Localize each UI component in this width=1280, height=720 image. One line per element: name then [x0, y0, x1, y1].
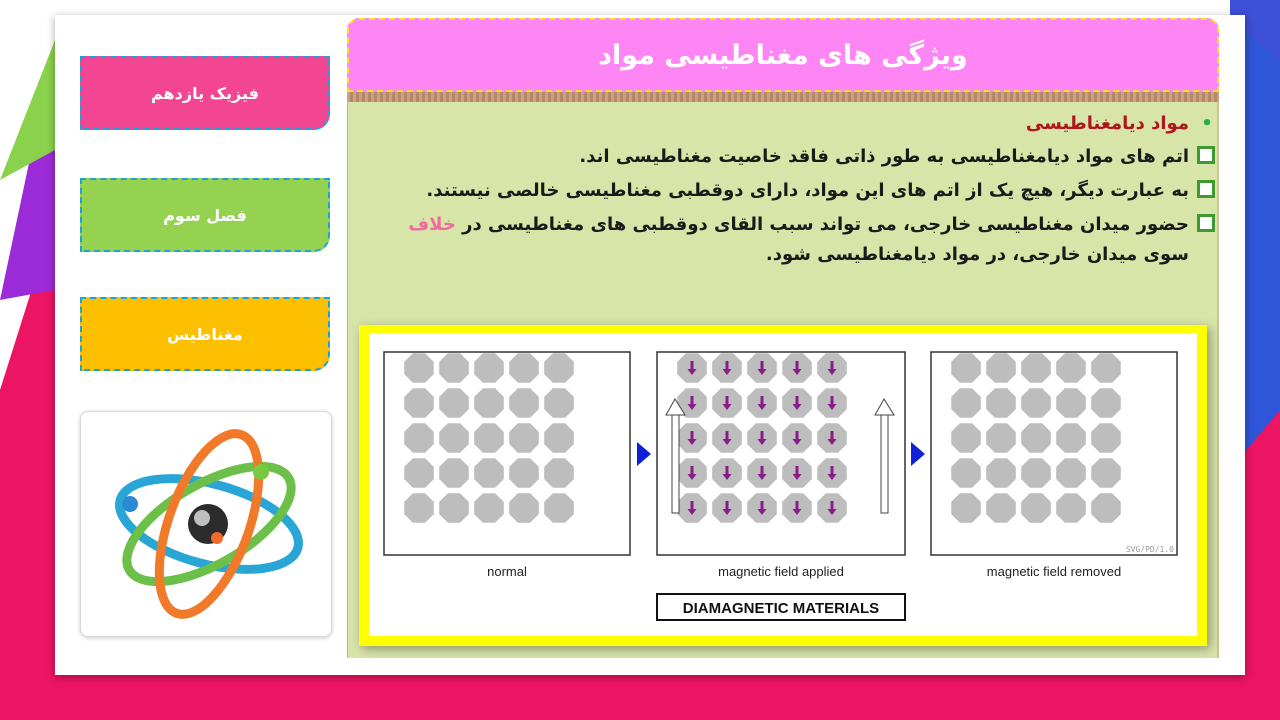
atom-octagon [1056, 493, 1086, 523]
atom-octagon [474, 493, 504, 523]
atom-octagon [951, 458, 981, 488]
atom-octagon [474, 458, 504, 488]
atom-octagon [951, 423, 981, 453]
atom-octagon [404, 423, 434, 453]
title-divider [347, 92, 1219, 102]
panel-label: magnetic field removed [986, 564, 1122, 579]
bullet-heading-row [365, 108, 1215, 138]
emphasis-word: خلاف [408, 214, 456, 235]
atom-octagon [439, 493, 469, 523]
atom-octagon [439, 388, 469, 418]
atom-octagon [1056, 353, 1086, 383]
diamagnetic-diagram [369, 333, 1197, 636]
atom-octagon [986, 458, 1016, 488]
atom-octagon [439, 423, 469, 453]
topic-label: مغناطیس [167, 324, 243, 344]
list-item-text-part: سوی میدان خارجی، در مواد دیامغناطیسی شود. [765, 244, 1189, 265]
figure-caption: DIAMAGNETIC MATERIALS [682, 600, 880, 617]
atom-octagon [509, 353, 539, 383]
bullet-dot-icon: • [1201, 112, 1213, 134]
atom-octagon [1021, 388, 1051, 418]
subject-badge[interactable] [80, 56, 330, 130]
atom-octagon [404, 353, 434, 383]
topic-badge[interactable] [80, 297, 330, 371]
atom-octagon [439, 458, 469, 488]
checkbox-icon [1197, 146, 1215, 164]
atom-octagon [404, 493, 434, 523]
atom-octagon [509, 458, 539, 488]
list-item-text-part: حضور میدان مغناطیسی خارجی، می تواند سبب القای دوقطبی های مغناطیسی در [455, 214, 1189, 235]
atom-octagon [474, 388, 504, 418]
atom-octagon [509, 493, 539, 523]
chapter-badge[interactable] [80, 178, 330, 252]
chapter-label: فصل سوم [163, 205, 247, 225]
atom-octagon [1056, 458, 1086, 488]
list-item-text: اتم های مواد دیامغناطیسی به طور ذاتی فاقد خاصیت مغناطیسی اند. [579, 146, 1189, 167]
checkbox-icon [1197, 180, 1215, 198]
atom-octagon [544, 388, 574, 418]
atom-octagon [404, 458, 434, 488]
list-item-text [365, 210, 1189, 270]
right-arrow-icon [637, 442, 651, 466]
atom-octagon [1021, 493, 1051, 523]
atom-octagon [404, 388, 434, 418]
atom-octagon [986, 388, 1016, 418]
list-item [365, 176, 1215, 206]
slide-title: ویژگی های مغناطیسی مواد [598, 39, 968, 71]
atom-octagon [1091, 493, 1121, 523]
slide-title-bar [347, 18, 1219, 92]
atom-octagon [1091, 353, 1121, 383]
atom-octagon [1056, 423, 1086, 453]
atom-octagon [951, 388, 981, 418]
atom-octagon [986, 493, 1016, 523]
atom-octagon [986, 353, 1016, 383]
atom-octagon [986, 423, 1016, 453]
atom-octagon [474, 353, 504, 383]
atom-octagon [1091, 388, 1121, 418]
atom-image-card [80, 411, 332, 637]
atom-octagon [509, 388, 539, 418]
panel-label: normal [487, 564, 527, 579]
panel-label: magnetic field applied [718, 564, 844, 579]
atom-octagon [544, 493, 574, 523]
subject-label: فیزیک یازدهم [151, 83, 259, 103]
atom-octagon [474, 423, 504, 453]
figure-credit: SVG/PD/1.0 [1125, 545, 1174, 554]
checkbox-icon [1197, 214, 1215, 232]
atom-octagon [1021, 458, 1051, 488]
list-item-text: به عبارت دیگر، هیچ یک از اتم های این مواد، دارای دوقطبی مغناطیسی خالصی نیستند. [426, 180, 1189, 201]
atom-octagon [544, 458, 574, 488]
list-item [365, 142, 1215, 172]
atom-octagon [544, 353, 574, 383]
atom-icon [81, 412, 331, 636]
right-arrow-icon [911, 442, 925, 466]
bullet-heading: مواد دیامغناطیسی [1025, 112, 1189, 134]
atom-octagon [951, 353, 981, 383]
atom-octagon [439, 353, 469, 383]
atom-octagon [509, 423, 539, 453]
text-content [365, 108, 1215, 270]
list-item [365, 210, 1215, 270]
atom-octagon [1021, 423, 1051, 453]
atom-octagon [1091, 458, 1121, 488]
figure-area [369, 333, 1197, 636]
atom-octagon [951, 493, 981, 523]
atom-octagon [1021, 353, 1051, 383]
atom-octagon [544, 423, 574, 453]
atom-octagon [1056, 388, 1086, 418]
atom-octagon [1091, 423, 1121, 453]
